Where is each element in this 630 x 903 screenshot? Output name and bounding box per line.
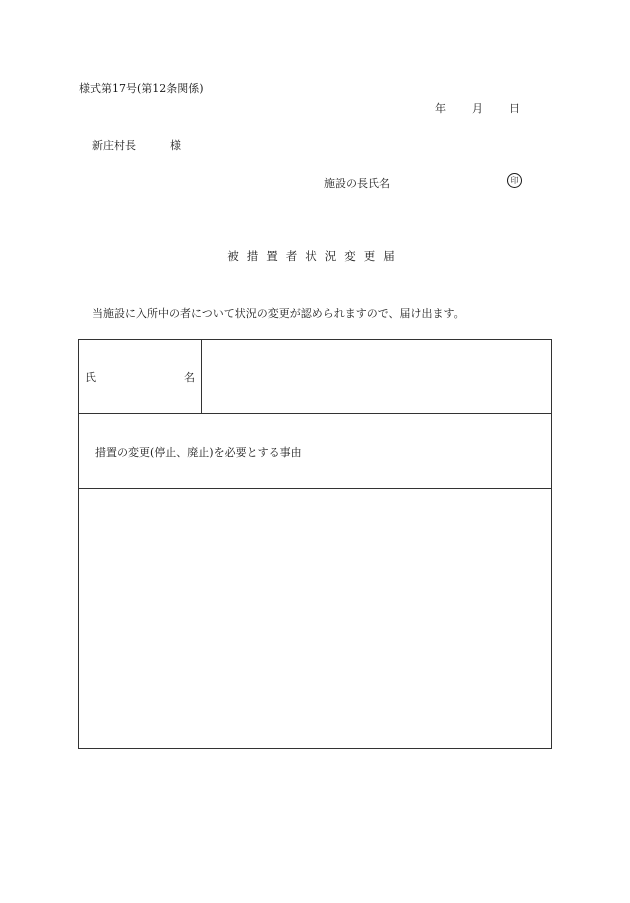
intro-text: 当施設に入所中の者について状況の変更が認められますので、届け出ます。 — [92, 307, 465, 320]
name-row — [79, 340, 552, 414]
name-label-cell — [79, 340, 202, 414]
date-day: 日 — [509, 102, 520, 115]
form-number: 様式第17号(第12条関係) — [79, 82, 204, 95]
reason-label-cell — [79, 414, 552, 489]
facility-head-name-label: 施設の長氏名 — [324, 177, 390, 190]
name-label-left: 氏 — [85, 370, 96, 384]
reason-label-row — [79, 414, 552, 489]
date-month: 月 — [472, 102, 483, 115]
form-table — [78, 339, 552, 749]
reason-field[interactable] — [79, 489, 552, 749]
name-label-right: 名 — [184, 370, 195, 384]
name-field[interactable] — [202, 340, 552, 414]
addressee — [92, 137, 181, 153]
addressee-name: 新庄村長 — [92, 139, 136, 152]
seal-icon: 印 — [507, 173, 522, 188]
document-title: 被措置者状況変更届 — [227, 249, 403, 263]
date-year: 年 — [435, 102, 446, 115]
reason-detail-row — [79, 489, 552, 749]
date-line — [435, 100, 520, 116]
reason-label: 措置の変更(停止、廃止)を必要とする事由 — [95, 446, 302, 459]
addressee-honorific: 様 — [170, 139, 181, 152]
